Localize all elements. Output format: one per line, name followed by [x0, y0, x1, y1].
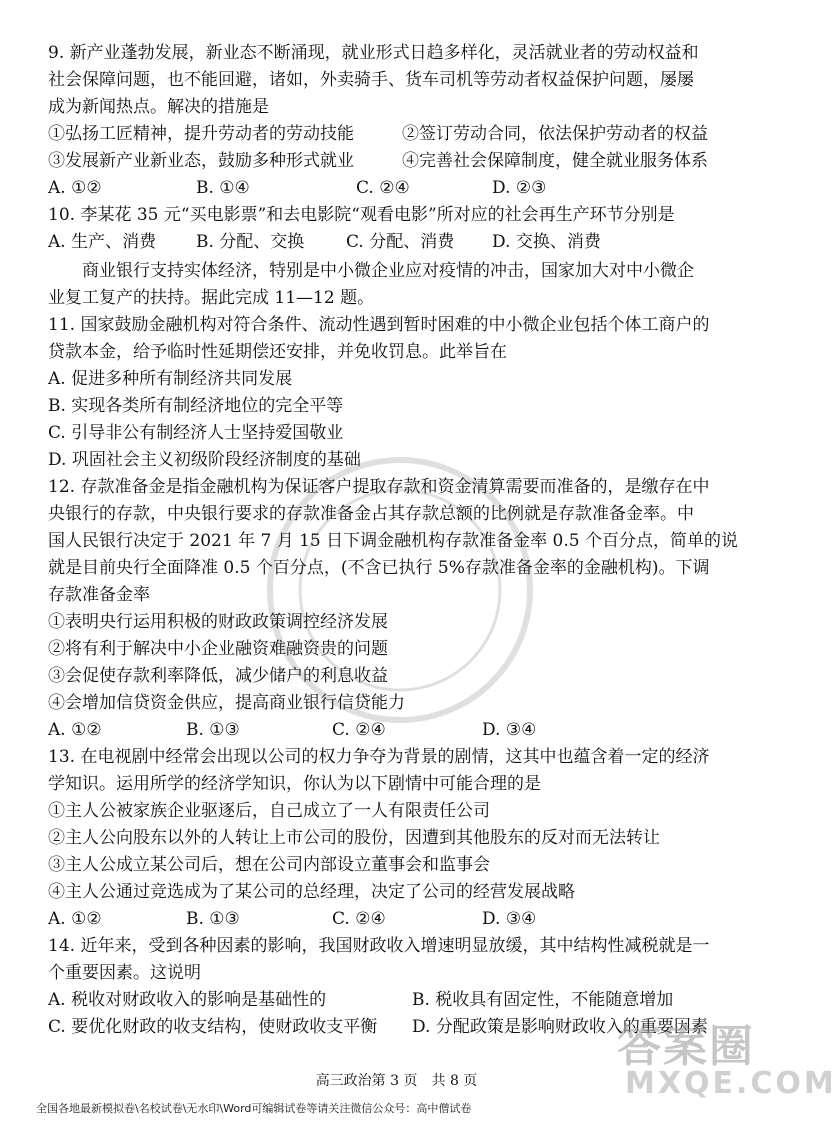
option: B. 税收具有固定性，不能随意增加: [412, 990, 674, 1010]
q11-option: D. 巩固社会主义初级阶段经济制度的基础: [48, 450, 361, 470]
option: A. ①②: [48, 909, 102, 929]
q12-statement: ④会增加信贷资金供应，提高商业银行信贷能力: [48, 693, 405, 713]
q13-stem-line: 13. 在电视剧中经常会出现以公司的权力争夺为背景的剧情，这其中也蕴含着一定的经济: [48, 747, 710, 767]
q13-statement: ④主人公通过竞选成为了某公司的总经理，决定了公司的经营发展战略: [48, 882, 575, 902]
option: D. ②③: [492, 178, 547, 198]
option: C. ②④: [332, 909, 386, 929]
q10-stem: 10. 李某花 35 元“买电影票”和去电影院“观看电影”所对应的社会再生产环节分别是: [48, 205, 675, 225]
q11-stem-line: 11. 国家鼓励金融机构对符合条件、流动性遇到暂时困难的中小微企业包括个体工商户的: [48, 315, 710, 335]
q13-statement: ③主人公成立某公司后，想在公司内部设立董事会和监事会: [48, 855, 490, 875]
q12-statement: ③会促使存款利率降低，减少储户的利息收益: [48, 666, 388, 686]
q9-statements-row: [48, 148, 748, 175]
q14-stem-line: 14. 近年来，受到各种因素的影响，我国财政收入增速明显放缓，其中结构性减税就是一: [48, 936, 710, 956]
wechat-notice: 全国各地最新模拟卷\名校试卷\无水印\Word可编辑试卷等请关注微信公众号：高中僧试卷: [36, 1102, 472, 1115]
q9-stem-line: 成为新闻热点。解决的措施是: [48, 97, 269, 117]
q13-options: [48, 906, 748, 933]
material-line: 业复工复产的扶持。据此完成 11—12 题。: [48, 288, 375, 308]
option: A. ①②: [48, 178, 102, 198]
q9-stem-line: 9. 新产业蓬勃发展，新业态不断涌现，就业形式日趋多样化，灵活就业者的劳动权益和: [48, 43, 699, 63]
q12-stem-line: 国人民银行决定于 2021 年 7 月 15 日下调金融机构存款准备金率 0.5 个百分点，简单的说: [48, 531, 738, 551]
q13-stem-line: 学知识。运用所学的经济学知识，你认为以下剧情中可能合理的是: [48, 774, 541, 794]
q9-stem-line: 社会保障问题，也不能回避，诸如，外卖骑手、货车司机等劳动者权益保护问题，屡屡: [48, 70, 694, 90]
option: B. 分配、交换: [196, 232, 305, 252]
option: C. ②④: [356, 178, 410, 198]
q11-option: C. 引导非公有制经济人士坚持爱国敬业: [48, 423, 344, 443]
q11-option: B. 实现各类所有制经济地位的完全平等: [48, 396, 344, 416]
option: D. 交换、消费: [492, 232, 601, 252]
q9-statements-row: [48, 121, 748, 148]
q12-statement: ②将有利于解决中小企业融资难融资贵的问题: [48, 639, 388, 659]
q9-statement: ③发展新产业新业态，鼓励多种形式就业: [48, 151, 354, 171]
q9-statement: ①弘扬工匠精神，提升劳动者的劳动技能: [48, 124, 354, 144]
option: B. ①④: [196, 178, 250, 198]
logo-text: 答案圈: [617, 1021, 755, 1072]
q12-stem-line: 存款准备金率: [48, 585, 150, 605]
q12-stem-line: 12. 存款准备金是指金融机构为保证客户提取存款和资金清算需要而准备的，是缴存在中: [48, 477, 710, 497]
option: B. ①③: [186, 909, 240, 929]
site-logo: [611, 1008, 837, 1108]
watermark-seal-icon: [250, 440, 550, 740]
q12-statement: ①表明央行运用积极的财政政策调控经济发展: [48, 612, 388, 632]
q9-options: [48, 175, 748, 202]
option: D. ③④: [482, 720, 537, 740]
option: A. ①②: [48, 720, 102, 740]
option: A. 税收对财政收入的影响是基础性的: [48, 990, 327, 1010]
option: A. 生产、消费: [48, 232, 157, 252]
option: D. ③④: [482, 909, 537, 929]
option: B. ①③: [186, 720, 240, 740]
q12-stem-line: 央银行的存款，中央银行要求的存款准备金占其存款总额的比例就是存款准备金率。中: [48, 504, 694, 524]
option: D. 分配政策是影响财政收入的重要因素: [412, 1017, 708, 1037]
option: C. 分配、消费: [346, 232, 455, 252]
q13-statement: ①主人公被家族企业驱逐后，自己成立了一人有限责任公司: [48, 801, 490, 821]
q14-stem-line: 个重要因素。这说明: [48, 963, 201, 983]
page-footer: 高三政治第 3 页 共 8 页: [315, 1073, 478, 1089]
q12-stem-line: 就是目前央行全面降准 0.5 个百分点，(不含已执行 5%存款准备金率的金融机构)。下调: [48, 558, 710, 578]
logo-url: MXQE.COM: [625, 1066, 837, 1101]
q9-statement: ④完善社会保障制度，健全就业服务体系: [402, 151, 708, 171]
q11-stem-line: 贷款本金，给予临时性延期偿还安排，并免收罚息。此举旨在: [48, 342, 507, 362]
q13-statement: ②主人公向股东以外的人转让上市公司的股份，因遭到其他股东的反对而无法转让: [48, 828, 660, 848]
q11-option: A. 促进多种所有制经济共同发展: [48, 369, 293, 389]
option: C. 要优化财政的收支结构，使财政收支平衡: [48, 1017, 378, 1037]
q10-options: [48, 229, 748, 256]
option: C. ②④: [332, 720, 386, 740]
q9-statement: ②签订劳动合同，依法保护劳动者的权益: [402, 124, 708, 144]
material-line: 商业银行支持实体经济，特别是中小微企业应对疫情的冲击，国家加大对中小微企: [82, 261, 694, 281]
